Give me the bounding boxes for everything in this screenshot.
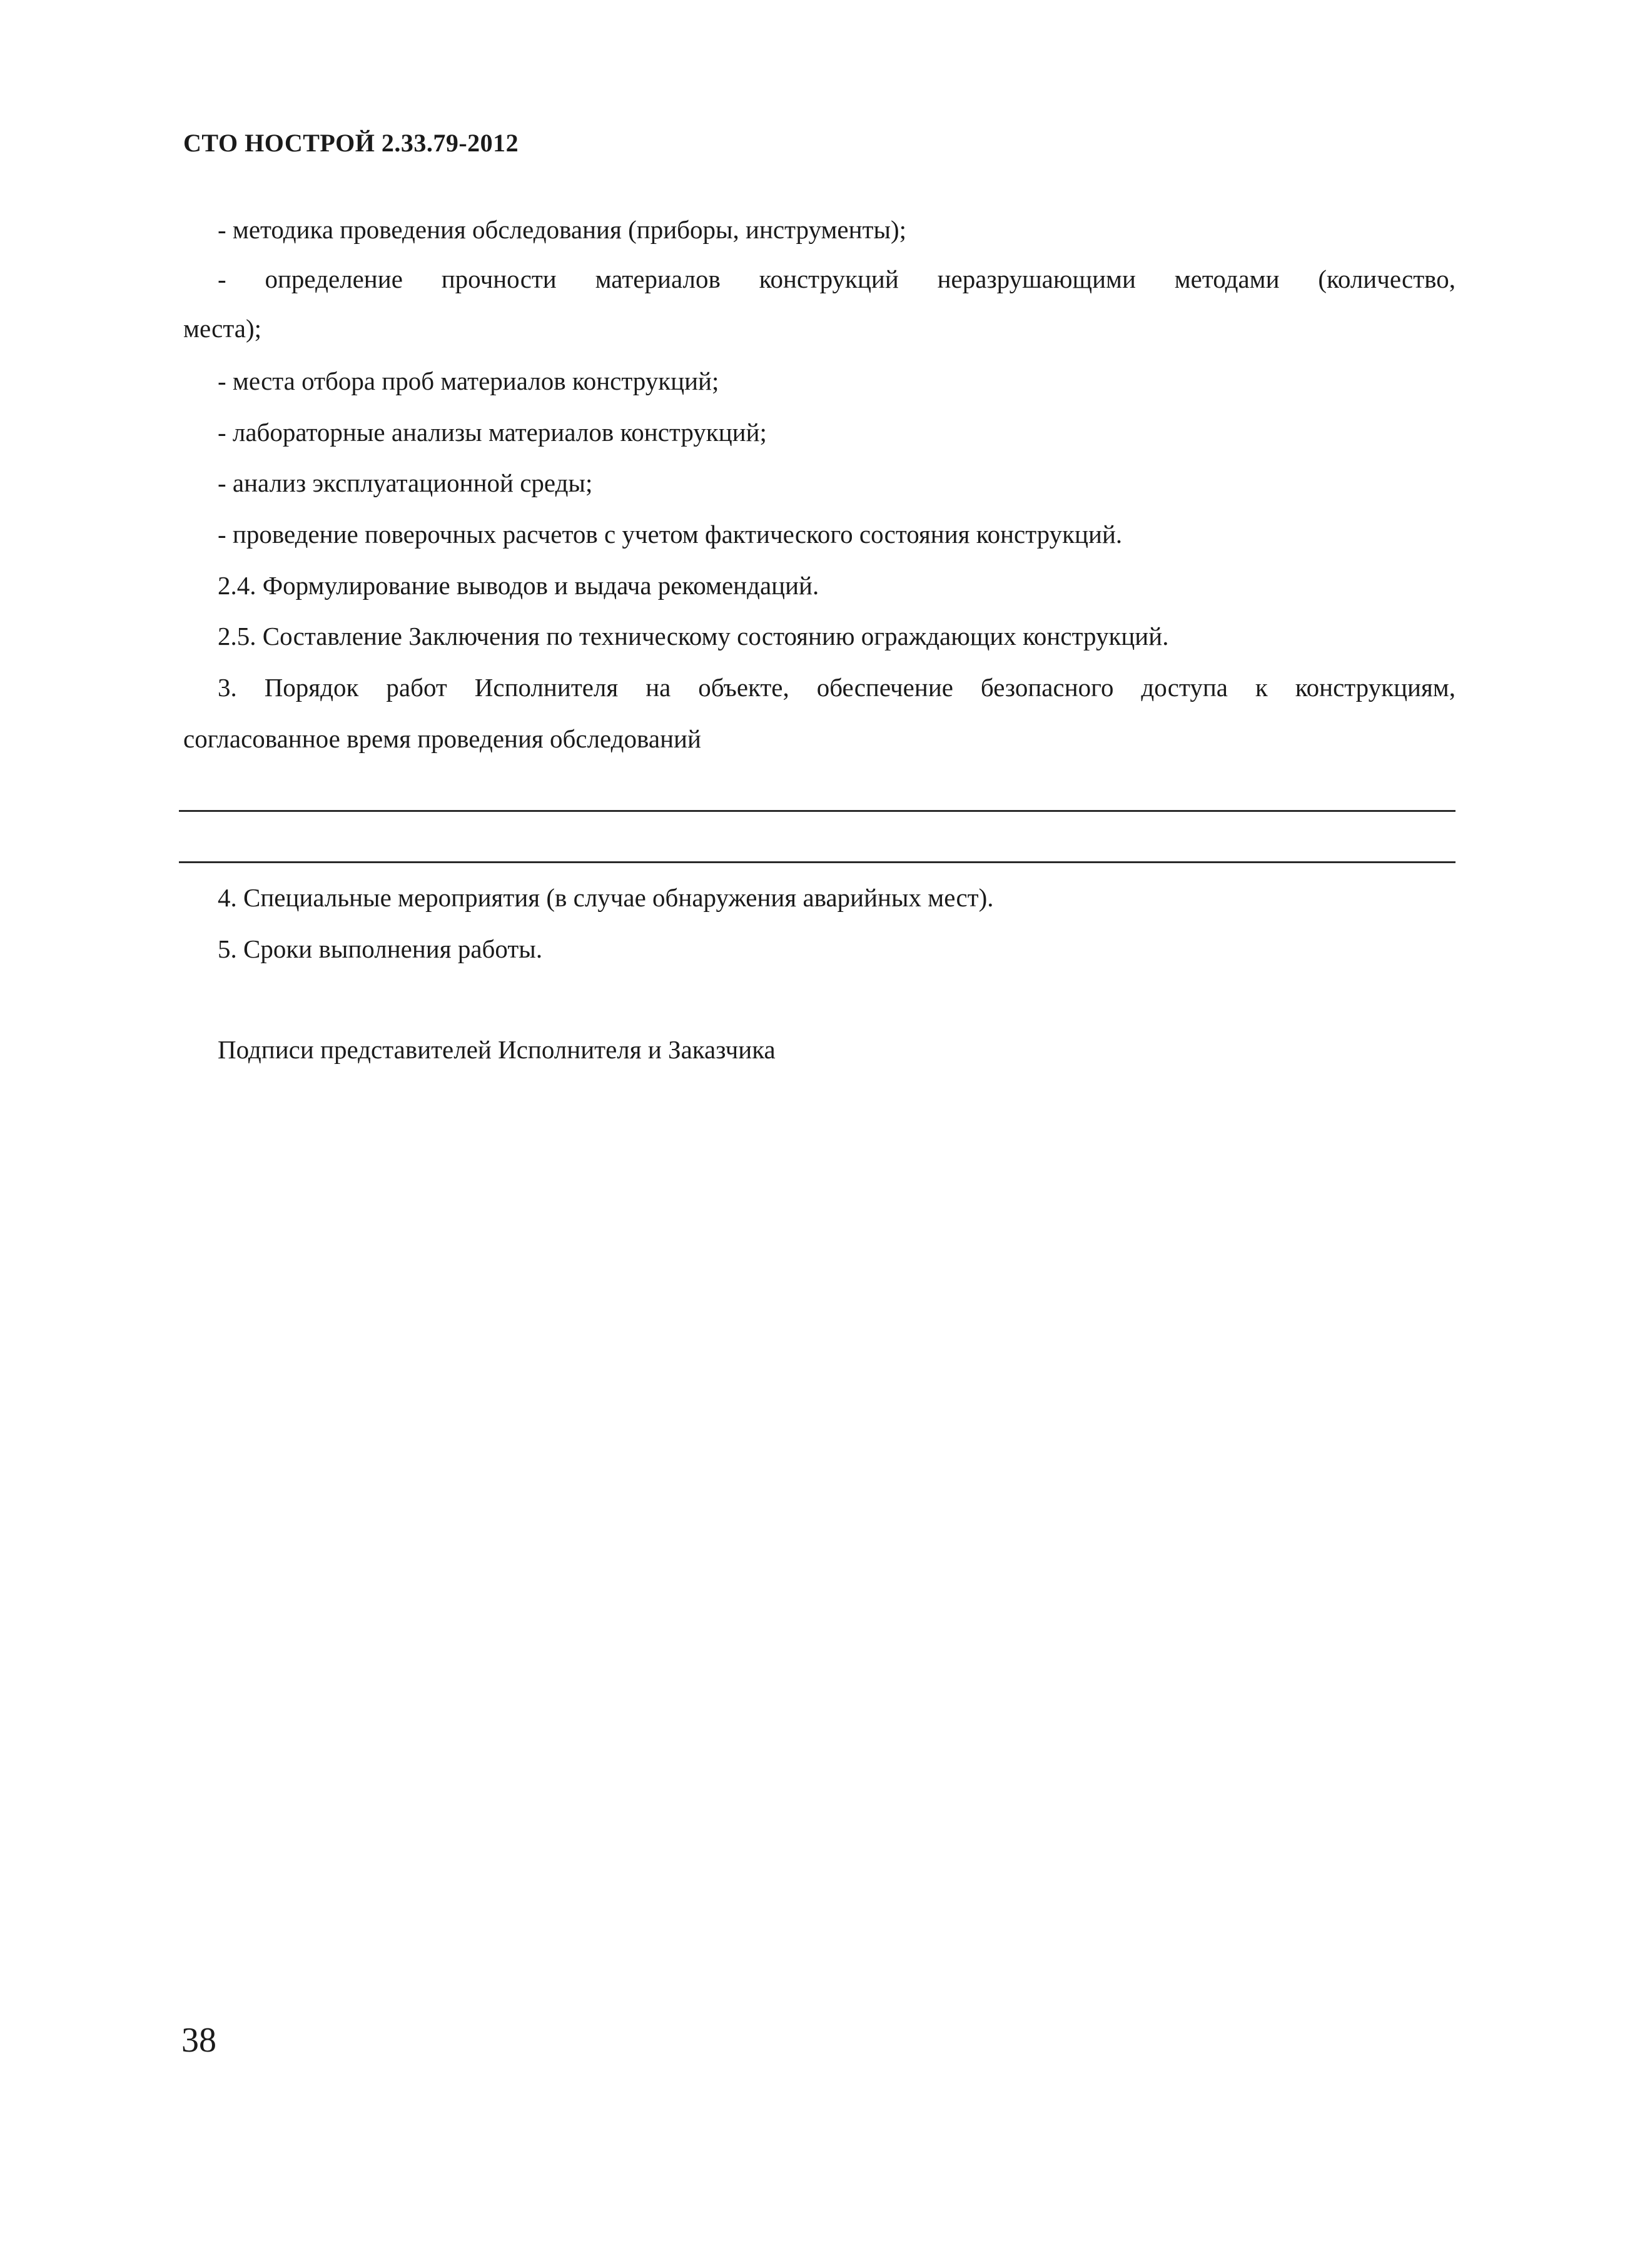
text-line-3: места); [183, 314, 262, 343]
text-line-9: 2.5. Составление Заключения по техническому состоянию ограждающих конструкций. [218, 622, 1169, 651]
text-line-5: - лабораторные анализы материалов конструкций; [218, 418, 767, 447]
page-number: 38 [181, 2021, 216, 2060]
text-line-10: 3. Порядок работ Исполнителя на объекте, обеспечение безопасного доступа к конструкциям, [218, 673, 1455, 702]
text-line-6: - анализ эксплуатационной среды; [218, 468, 593, 497]
blank-fill-line-2 [179, 861, 1455, 863]
text-line-13: 5. Сроки выполнения работы. [218, 934, 543, 963]
text-line-12: 4. Специальные мероприятия (в случае обнаружения аварийных мест). [218, 883, 994, 912]
document-header: СТО НОСТРОЙ 2.33.79-2012 [183, 129, 519, 157]
blank-fill-line-1 [179, 810, 1455, 812]
text-line-11: согласованное время проведения обследований [183, 724, 701, 753]
text-line-7: - проведение поверочных расчетов с учетом фактического состояния конструкций. [218, 520, 1123, 549]
text-line-4: - места отбора проб материалов конструкций; [218, 367, 719, 395]
text-line-2: - определение прочности материалов конструкций неразрушающими методами (количество, [218, 265, 1455, 293]
signatures-line: Подписи представителей Исполнителя и Заказчика [218, 1035, 776, 1064]
text-line-1: - методика проведения обследования (приборы, инструменты); [218, 215, 907, 244]
text-line-8: 2.4. Формулирование выводов и выдача рекомендаций. [218, 571, 819, 600]
